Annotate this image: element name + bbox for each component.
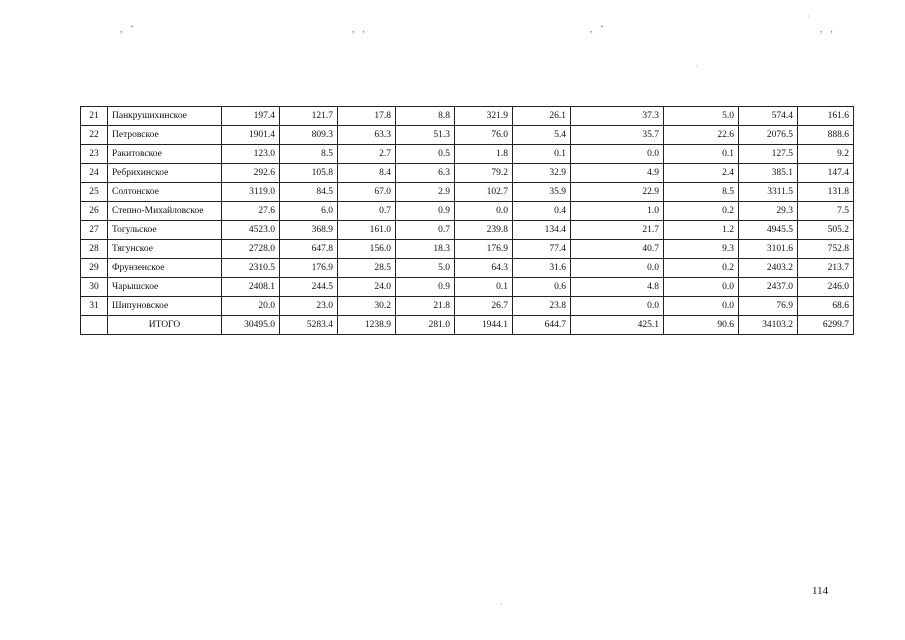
table-row: [81, 278, 854, 297]
value-cell: 2.9: [396, 183, 455, 202]
district-name-cell: Ракитовское: [108, 145, 222, 164]
value-cell: 22.6: [664, 126, 739, 145]
value-cell: 368.9: [280, 221, 338, 240]
value-cell: 27.6: [222, 202, 280, 221]
district-name-cell: Фрунзенское: [108, 259, 222, 278]
value-cell: 809.3: [280, 126, 338, 145]
value-cell: 34103.2: [739, 316, 798, 335]
value-cell: 425.1: [571, 316, 664, 335]
value-cell: 3119.0: [222, 183, 280, 202]
value-cell: 3311.5: [739, 183, 798, 202]
value-cell: 0.9: [396, 202, 455, 221]
value-cell: 17.8: [338, 107, 396, 126]
value-cell: 0.7: [396, 221, 455, 240]
value-cell: 147.4: [798, 164, 854, 183]
value-cell: 5.4: [513, 126, 571, 145]
row-index-cell: 29: [81, 259, 108, 278]
data-table: [80, 106, 854, 335]
value-cell: 2437.0: [739, 278, 798, 297]
value-cell: 156.0: [338, 240, 396, 259]
value-cell: 0.1: [455, 278, 513, 297]
value-cell: 9.2: [798, 145, 854, 164]
value-cell: 644.7: [513, 316, 571, 335]
table-row: [81, 126, 854, 145]
value-cell: 161.6: [798, 107, 854, 126]
value-cell: 0.0: [571, 145, 664, 164]
district-name-cell: Петровское: [108, 126, 222, 145]
value-cell: 574.4: [739, 107, 798, 126]
value-cell: 5.0: [396, 259, 455, 278]
value-cell: 8.5: [280, 145, 338, 164]
total-row: [81, 316, 854, 335]
value-cell: 67.0: [338, 183, 396, 202]
value-cell: 2.7: [338, 145, 396, 164]
value-cell: 0.0: [571, 259, 664, 278]
value-cell: 7.5: [798, 202, 854, 221]
value-cell: 30495.0: [222, 316, 280, 335]
value-cell: 6299.7: [798, 316, 854, 335]
value-cell: 0.5: [396, 145, 455, 164]
value-cell: 239.8: [455, 221, 513, 240]
table-row: [81, 107, 854, 126]
value-cell: 84.5: [280, 183, 338, 202]
value-cell: 105.8: [280, 164, 338, 183]
row-index-cell: 22: [81, 126, 108, 145]
table-row: [81, 202, 854, 221]
value-cell: 21.8: [396, 297, 455, 316]
value-cell: 30.2: [338, 297, 396, 316]
page-number: 114: [812, 585, 829, 597]
value-cell: 2408.1: [222, 278, 280, 297]
scan-speck: ·: [695, 62, 698, 71]
value-cell: 77.4: [513, 240, 571, 259]
district-name-cell: Степно-Михайловское: [108, 202, 222, 221]
value-cell: 20.0: [222, 297, 280, 316]
value-cell: 18.3: [396, 240, 455, 259]
district-name-cell: Солтонское: [108, 183, 222, 202]
value-cell: 4945.5: [739, 221, 798, 240]
value-cell: 8.8: [396, 107, 455, 126]
value-cell: 29.3: [739, 202, 798, 221]
value-cell: 134.4: [513, 221, 571, 240]
value-cell: 0.0: [664, 297, 739, 316]
value-cell: 2310.5: [222, 259, 280, 278]
value-cell: 0.4: [513, 202, 571, 221]
district-name-cell: Чарышское: [108, 278, 222, 297]
value-cell: 68.6: [798, 297, 854, 316]
value-cell: 292.6: [222, 164, 280, 183]
value-cell: 2403.2: [739, 259, 798, 278]
row-index-cell: [81, 316, 108, 335]
value-cell: 4523.0: [222, 221, 280, 240]
value-cell: 161.0: [338, 221, 396, 240]
value-cell: 35.7: [571, 126, 664, 145]
value-cell: 51.3: [396, 126, 455, 145]
value-cell: 2728.0: [222, 240, 280, 259]
table-row: [81, 164, 854, 183]
value-cell: 505.2: [798, 221, 854, 240]
value-cell: 64.3: [455, 259, 513, 278]
value-cell: 123.0: [222, 145, 280, 164]
value-cell: 1.0: [571, 202, 664, 221]
value-cell: 9.3: [664, 240, 739, 259]
value-cell: 24.0: [338, 278, 396, 297]
value-cell: 2076.5: [739, 126, 798, 145]
value-cell: 127.5: [739, 145, 798, 164]
value-cell: 888.6: [798, 126, 854, 145]
value-cell: 23.8: [513, 297, 571, 316]
value-cell: 0.0: [571, 297, 664, 316]
value-cell: 22.9: [571, 183, 664, 202]
value-cell: 244.5: [280, 278, 338, 297]
value-cell: 102.7: [455, 183, 513, 202]
value-cell: 121.7: [280, 107, 338, 126]
value-cell: 197.4: [222, 107, 280, 126]
value-cell: 37.3: [571, 107, 664, 126]
value-cell: 0.2: [664, 202, 739, 221]
value-cell: 5.0: [664, 107, 739, 126]
value-cell: 63.3: [338, 126, 396, 145]
header-scan-marks: , ˇ , , , ˇ , ,: [120, 24, 836, 34]
table-row: [81, 259, 854, 278]
value-cell: 76.0: [455, 126, 513, 145]
value-cell: 176.9: [455, 240, 513, 259]
value-cell: 213.7: [798, 259, 854, 278]
value-cell: 176.9: [280, 259, 338, 278]
value-cell: 28.5: [338, 259, 396, 278]
row-index-cell: 23: [81, 145, 108, 164]
value-cell: 8.4: [338, 164, 396, 183]
row-index-cell: 25: [81, 183, 108, 202]
value-cell: 1.2: [664, 221, 739, 240]
value-cell: 23.0: [280, 297, 338, 316]
value-cell: 0.2: [664, 259, 739, 278]
value-cell: 26.1: [513, 107, 571, 126]
row-index-cell: 31: [81, 297, 108, 316]
value-cell: 40.7: [571, 240, 664, 259]
value-cell: 5283.4: [280, 316, 338, 335]
table-row: [81, 145, 854, 164]
value-cell: 1.8: [455, 145, 513, 164]
value-cell: 8.5: [664, 183, 739, 202]
district-name-cell: ИТОГО: [108, 316, 222, 335]
value-cell: 79.2: [455, 164, 513, 183]
district-name-cell: Шипуновское: [108, 297, 222, 316]
value-cell: 76.9: [739, 297, 798, 316]
value-cell: 321.9: [455, 107, 513, 126]
district-name-cell: Тогульское: [108, 221, 222, 240]
value-cell: 2.4: [664, 164, 739, 183]
district-name-cell: Тягунское: [108, 240, 222, 259]
value-cell: 0.1: [664, 145, 739, 164]
value-cell: 246.0: [798, 278, 854, 297]
value-cell: 3101.6: [739, 240, 798, 259]
district-name-cell: Ребрихинское: [108, 164, 222, 183]
value-cell: 0.0: [455, 202, 513, 221]
value-cell: 26.7: [455, 297, 513, 316]
value-cell: 131.8: [798, 183, 854, 202]
value-cell: 32.9: [513, 164, 571, 183]
value-cell: 0.6: [513, 278, 571, 297]
table-row: [81, 297, 854, 316]
row-index-cell: 24: [81, 164, 108, 183]
value-cell: 35.9: [513, 183, 571, 202]
row-index-cell: 21: [81, 107, 108, 126]
value-cell: 647.8: [280, 240, 338, 259]
table-row: [81, 221, 854, 240]
district-name-cell: Панкрушихинское: [108, 107, 222, 126]
row-index-cell: 28: [81, 240, 108, 259]
value-cell: 1238.9: [338, 316, 396, 335]
scan-speck: ·: [807, 12, 810, 21]
value-cell: 6.0: [280, 202, 338, 221]
value-cell: 385.1: [739, 164, 798, 183]
row-index-cell: 30: [81, 278, 108, 297]
value-cell: 90.6: [664, 316, 739, 335]
value-cell: 281.0: [396, 316, 455, 335]
value-cell: 6.3: [396, 164, 455, 183]
value-cell: 752.8: [798, 240, 854, 259]
table-row: [81, 240, 854, 259]
row-index-cell: 27: [81, 221, 108, 240]
value-cell: 4.9: [571, 164, 664, 183]
value-cell: 1901.4: [222, 126, 280, 145]
value-cell: 21.7: [571, 221, 664, 240]
value-cell: 0.9: [396, 278, 455, 297]
value-cell: 0.0: [664, 278, 739, 297]
value-cell: 31.6: [513, 259, 571, 278]
value-cell: 0.7: [338, 202, 396, 221]
value-cell: 0.1: [513, 145, 571, 164]
scan-speck: ·: [500, 600, 503, 609]
row-index-cell: 26: [81, 202, 108, 221]
table-row: [81, 183, 854, 202]
value-cell: 4.8: [571, 278, 664, 297]
value-cell: 1944.1: [455, 316, 513, 335]
